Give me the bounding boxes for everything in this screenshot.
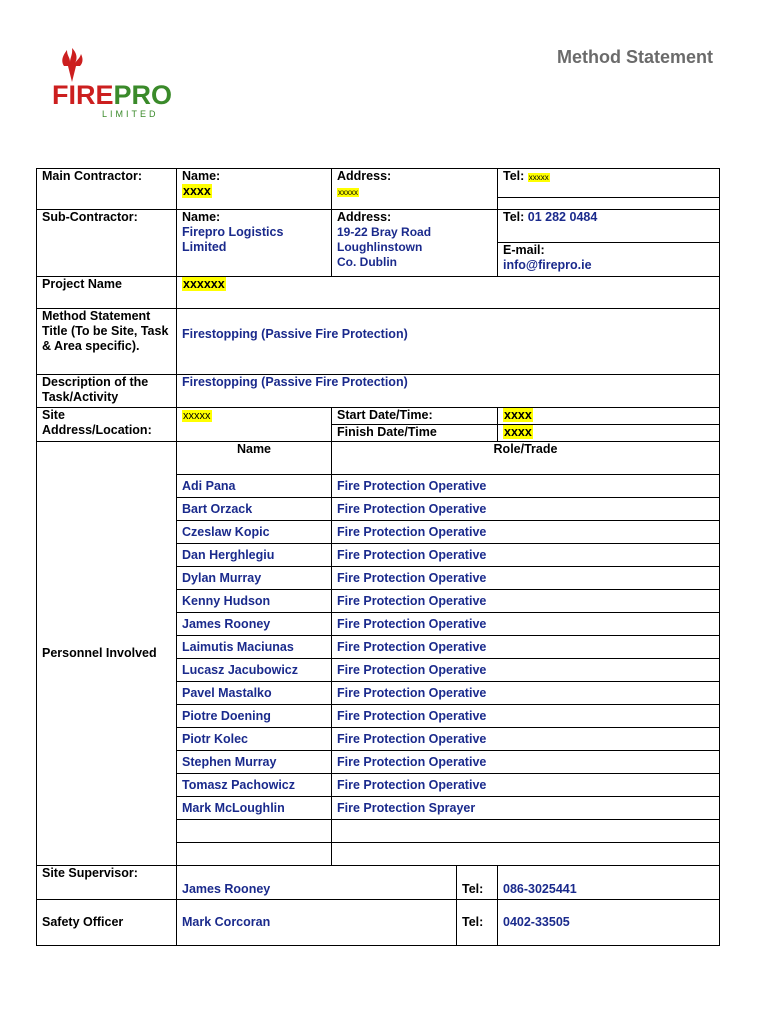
site-row-start — [37, 408, 720, 425]
site-value-cell — [177, 408, 332, 442]
main-contractor-address-cell — [332, 169, 498, 210]
personnel-name: Dan Herghlegiu — [177, 544, 332, 567]
supervisor-name: James Rooney — [177, 866, 457, 900]
personnel-role: Fire Protection Operative — [332, 590, 720, 613]
personnel-role: Fire Protection Operative — [332, 751, 720, 774]
personnel-name — [177, 820, 332, 843]
personnel-col-role: Role/Trade — [332, 442, 720, 475]
main-contractor-label: Main Contractor: — [37, 169, 177, 210]
main-contractor-name-label: Name: — [182, 169, 221, 183]
sub-contractor-address-label: Address: — [337, 210, 392, 224]
personnel-col-name: Name — [177, 442, 332, 475]
firepro-logo — [50, 48, 173, 128]
address-line-3: Co. Dublin — [337, 255, 397, 269]
personnel-name: Stephen Murray — [177, 751, 332, 774]
personnel-role: Fire Protection Operative — [332, 544, 720, 567]
personnel-role — [332, 820, 720, 843]
personnel-role: Fire Protection Operative — [332, 521, 720, 544]
personnel-name: Pavel Mastalko — [177, 682, 332, 705]
personnel-role: Fire Protection Operative — [332, 774, 720, 797]
site-value: xxxxx — [183, 410, 211, 422]
sub-contractor-address-cell — [332, 210, 498, 277]
method-statement-table — [36, 168, 720, 946]
safety-officer-name: Mark Corcoran — [177, 900, 457, 946]
ms-title-row — [37, 309, 720, 375]
address-line-2: Loughlinstown — [337, 240, 423, 254]
personnel-role: Fire Protection Operative — [332, 728, 720, 751]
description-row — [37, 375, 720, 408]
sub-contractor-row — [37, 210, 720, 277]
personnel-role: Fire Protection Operative — [332, 659, 720, 682]
finish-date-cell — [498, 425, 720, 442]
personnel-name: James Rooney — [177, 613, 332, 636]
address-line-1: 19-22 Bray Road — [337, 225, 432, 239]
sub-contractor-name-value: Firepro Logistics Limited — [182, 225, 284, 254]
personnel-name: Czeslaw Kopic — [177, 521, 332, 544]
flame-icon — [58, 48, 86, 82]
personnel-role: Fire Protection Operative — [332, 636, 720, 659]
sub-contractor-label: Sub-Contractor: — [37, 210, 177, 277]
logo-subtitle: LIMITED — [102, 109, 159, 119]
safety-officer-row — [37, 900, 720, 946]
supervisor-tel-label: Tel: — [457, 866, 498, 900]
sub-contractor-email-value: info@firepro.ie — [503, 258, 592, 272]
start-date-label: Start Date/Time: — [332, 408, 498, 425]
personnel-role — [332, 843, 720, 866]
supervisor-row — [37, 866, 720, 900]
sub-contractor-tel-label: Tel: — [503, 210, 525, 224]
ms-title-value: Firestopping (Passive Fire Protection) — [177, 309, 720, 375]
main-contractor-tel-value: xxxxx — [528, 173, 549, 182]
sub-contractor-email-label: E-mail: — [503, 243, 545, 257]
safety-officer-tel-label: Tel: — [457, 900, 498, 946]
logo-wordmark: FIREPRO — [52, 80, 173, 110]
personnel-name: Adi Pana — [177, 475, 332, 498]
sub-contractor-name-label: Name: — [182, 210, 221, 224]
project-name-cell — [177, 277, 720, 309]
personnel-role: Fire Protection Operative — [332, 705, 720, 728]
start-date-cell — [498, 408, 720, 425]
document-title: Method Statement — [556, 47, 713, 67]
project-name-value: xxxxxx — [183, 277, 225, 291]
main-contractor-tel-cell — [498, 169, 720, 210]
sub-contractor-tel-value: 01 282 0484 — [527, 210, 598, 224]
personnel-role: Fire Protection Operative — [332, 613, 720, 636]
supervisor-label: Site Supervisor: — [37, 866, 177, 900]
personnel-role: Fire Protection Operative — [332, 567, 720, 590]
personnel-role: Fire Protection Operative — [332, 475, 720, 498]
main-contractor-tel-label: Tel: — [503, 169, 525, 183]
start-date-value: xxxx — [504, 408, 532, 422]
sub-contractor-name-cell — [177, 210, 332, 277]
safety-officer-label: Safety Officer — [37, 900, 177, 946]
description-value: Firestopping (Passive Fire Protection) — [177, 375, 720, 408]
main-contractor-row — [37, 169, 720, 210]
personnel-role: Fire Protection Operative — [332, 682, 720, 705]
finish-date-label: Finish Date/Time — [332, 425, 498, 442]
personnel-role: Fire Protection Sprayer — [332, 797, 720, 820]
safety-officer-tel-value: 0402-33505 — [498, 900, 720, 946]
sub-contractor-contact-cell — [498, 210, 720, 277]
finish-date-value: xxxx — [504, 425, 532, 439]
personnel-name: Mark McLoughlin — [177, 797, 332, 820]
ms-title-label: Method Statement Title (To be Site, Task & Area specific). — [37, 309, 177, 375]
description-label: Description of the Task/Activity — [37, 375, 177, 408]
personnel-name: Lucasz Jacubowicz — [177, 659, 332, 682]
personnel-name: Piotre Doening — [177, 705, 332, 728]
supervisor-tel-value: 086-3025441 — [498, 866, 720, 900]
main-contractor-address-label: Address: — [337, 169, 392, 183]
personnel-name: Tomasz Pachowicz — [177, 774, 332, 797]
personnel-name: Piotr Kolec — [177, 728, 332, 751]
project-name-label: Project Name — [37, 277, 177, 309]
personnel-name: Laimutis Maciunas — [177, 636, 332, 659]
personnel-name: Bart Orzack — [177, 498, 332, 521]
main-contractor-name-cell — [177, 169, 332, 210]
personnel-role: Fire Protection Operative — [332, 498, 720, 521]
personnel-header-row — [37, 442, 720, 475]
project-name-row — [37, 277, 720, 309]
personnel-label: Personnel Involved — [37, 442, 177, 866]
site-label: Site Address/Location: — [37, 408, 177, 442]
personnel-name: Kenny Hudson — [177, 590, 332, 613]
personnel-name — [177, 843, 332, 866]
main-contractor-address-value: xxxxx — [338, 188, 358, 197]
main-contractor-name-value: xxxx — [183, 184, 211, 198]
personnel-name: Dylan Murray — [177, 567, 332, 590]
